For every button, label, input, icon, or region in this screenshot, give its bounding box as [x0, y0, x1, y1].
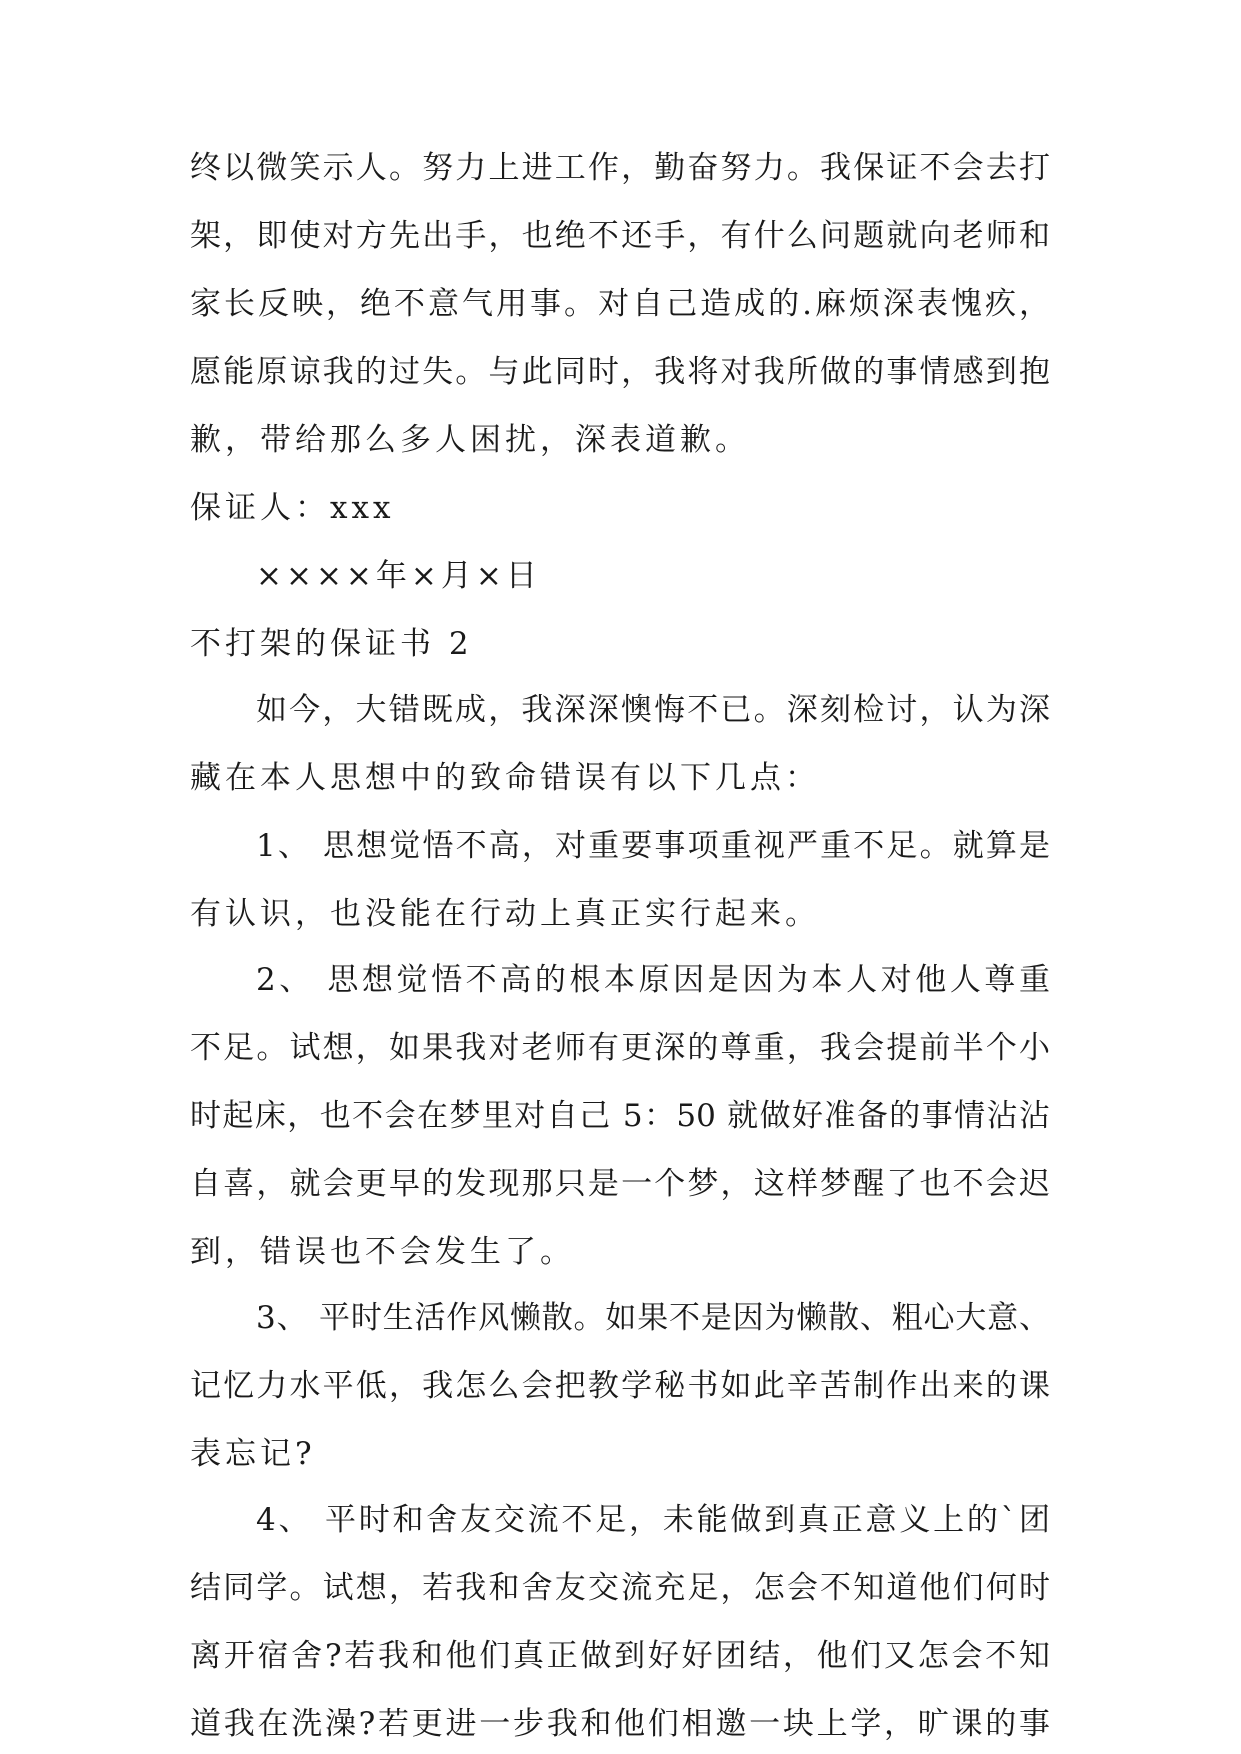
- list-item-line: 时起床，也不会在梦里对自己 5：50 就做好准备的事情沾沾: [190, 1098, 1050, 1134]
- list-item-line: 记忆力水平低，我怎么会把教学秘书如此辛苦制作出来的课: [190, 1368, 1050, 1404]
- paragraph-line: 架，即使对方先出手，也绝不还手，有什么问题就向老师和: [190, 218, 1050, 254]
- list-item-line: 到，错误也不会发生了。: [190, 1234, 575, 1270]
- list-item-line: 结同学。试想，若我和舍友交流充足，怎会不知道他们何时: [190, 1570, 1050, 1606]
- list-item-line: 离开宿舍?若我和他们真正做到好好团结，他们又怎会不知: [190, 1638, 1050, 1674]
- section-title: 不打架的保证书 2: [190, 626, 473, 662]
- list-item-line: 有认识，也没能在行动上真正实行起来。: [190, 896, 820, 932]
- paragraph-line: 藏在本人思想中的致命错误有以下几点：: [190, 760, 820, 796]
- list-item-line: 1、 思想觉悟不高，对重要事项重视严重不足。就算是: [256, 828, 1050, 864]
- list-item-line: 3、 平时生活作风懒散。如果不是因为懒散、粗心大意、: [256, 1300, 1050, 1336]
- date-line: ××××年×月×日: [256, 558, 541, 594]
- list-item-line: 表忘记?: [190, 1436, 316, 1472]
- paragraph-line: 终以微笑示人。努力上进工作，勤奋努力。我保证不会去打: [190, 150, 1050, 186]
- list-item-line: 4、 平时和舍友交流不足，未能做到真正意义上的`团: [256, 1502, 1050, 1538]
- list-item-line: 2、 思想觉悟不高的根本原因是因为本人对他人尊重: [256, 962, 1050, 998]
- list-item-line: 不足。试想，如果我对老师有更深的尊重，我会提前半个小: [190, 1030, 1050, 1066]
- guarantor-signature: 保证人：xxx: [190, 490, 395, 526]
- list-item-line: 道我在洗澡?若更进一步我和他们相邀一块上学，旷课的事: [190, 1706, 1050, 1742]
- list-item-line: 自喜，就会更早的发现那只是一个梦，这样梦醒了也不会迟: [190, 1166, 1050, 1202]
- paragraph-line: 歉，带给那么多人困扰，深表道歉。: [190, 422, 750, 458]
- paragraph-line: 家长反映，绝不意气用事。对自己造成的.麻烦深表愧疚，: [190, 286, 1050, 322]
- paragraph-line: 如今，大错既成，我深深懊悔不已。深刻检讨，认为深: [256, 692, 1050, 728]
- paragraph-line: 愿能原谅我的过失。与此同时，我将对我所做的事情感到抱: [190, 354, 1050, 390]
